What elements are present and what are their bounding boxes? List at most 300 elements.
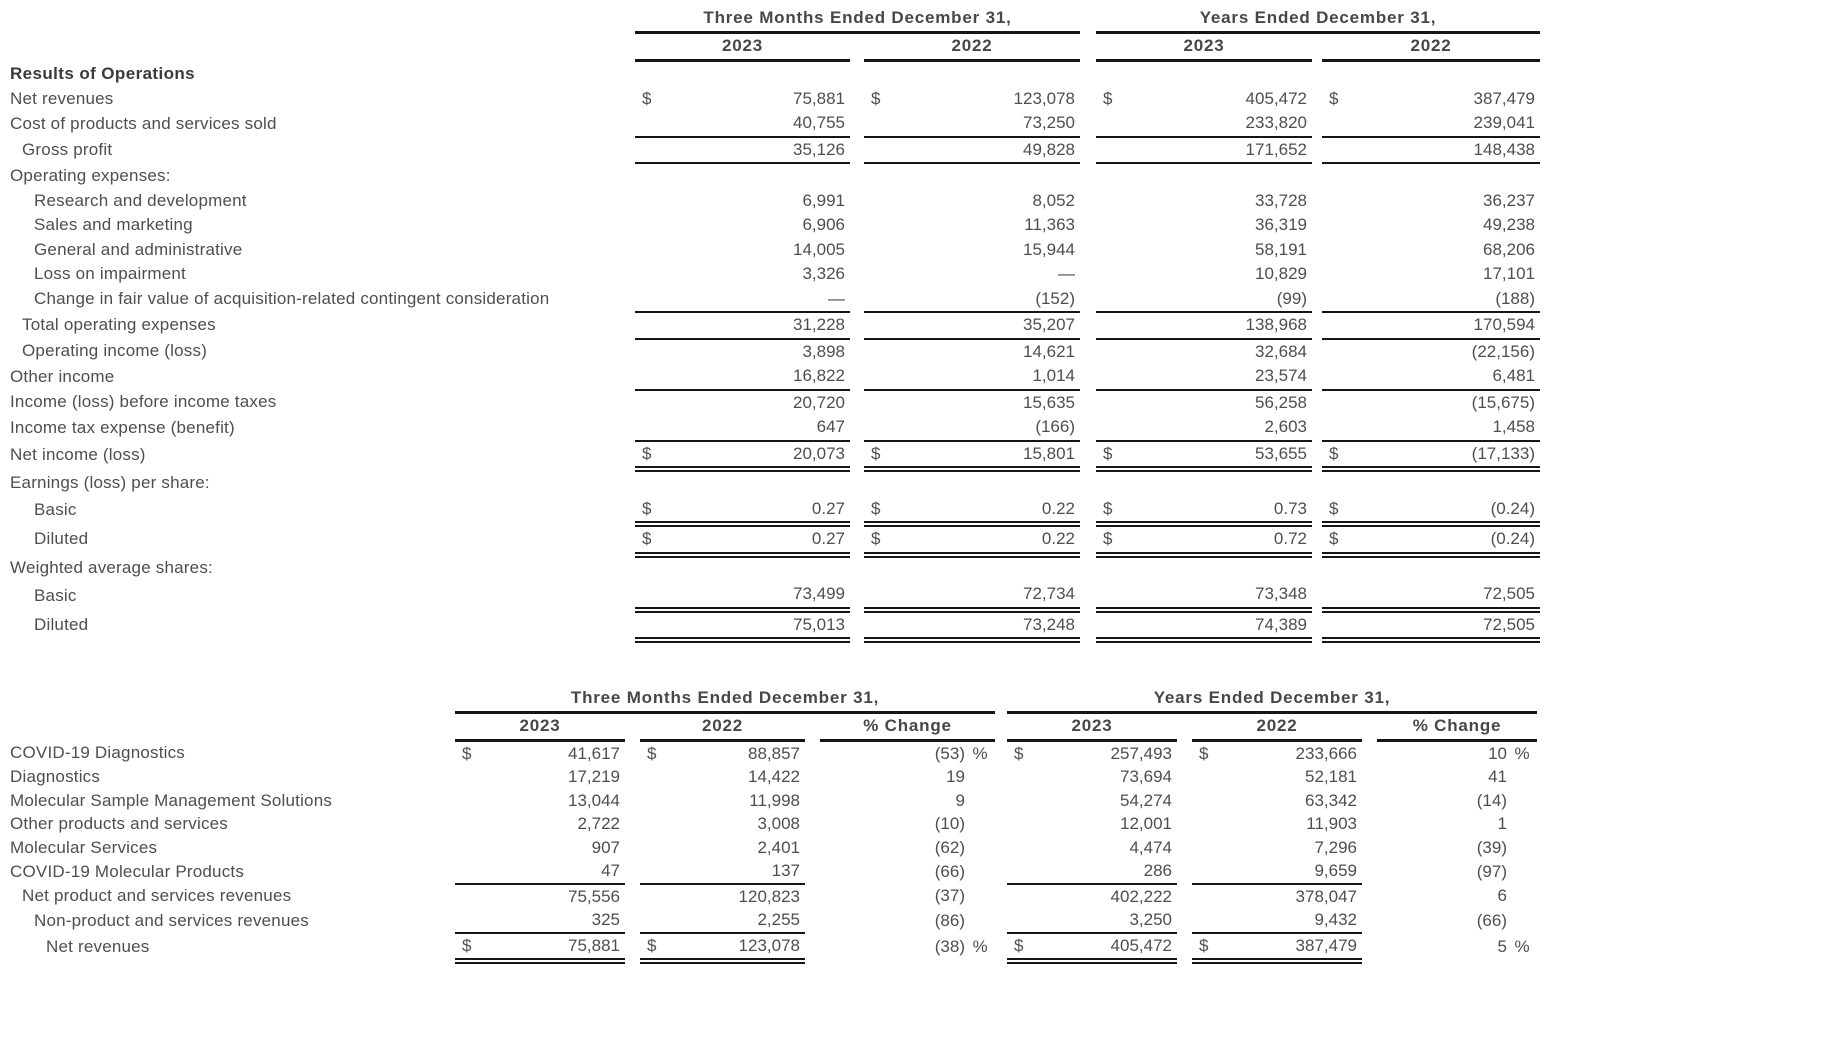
money-cell — [455, 766, 625, 790]
row-label: Research and development — [34, 190, 247, 210]
money-cell — [640, 766, 805, 790]
money-cell — [1096, 312, 1312, 339]
money-cell — [1322, 390, 1540, 416]
money-cell — [635, 524, 850, 555]
money-cell — [864, 469, 1080, 497]
table-row — [10, 163, 1540, 189]
currency-symbol: $ — [1329, 443, 1339, 463]
cell-value: 647 — [816, 417, 845, 437]
cell-value: 73,348 — [1255, 584, 1307, 604]
money-cell — [635, 312, 850, 339]
cell-value: 15,801 — [1023, 443, 1075, 463]
cell-value: 68,206 — [1483, 239, 1535, 259]
row-label: COVID-19 Molecular Products — [10, 861, 245, 881]
cell-value: 1 — [1497, 814, 1507, 834]
percent-change-cell — [1377, 741, 1537, 766]
column-year-label: 2023 — [455, 713, 625, 741]
money-cell — [864, 497, 1080, 525]
cell-value: 286 — [1143, 861, 1172, 881]
cell-value: (14) — [1476, 790, 1507, 810]
money-cell — [864, 213, 1080, 238]
currency-symbol: $ — [871, 88, 881, 108]
cell-value: 0.27 — [811, 498, 845, 518]
table-row — [10, 813, 1537, 837]
table-row — [10, 390, 1540, 416]
table-row — [10, 469, 1540, 497]
money-cell — [864, 364, 1080, 390]
row-label: Net revenues — [10, 88, 114, 108]
cell-value: 10,829 — [1255, 264, 1307, 284]
currency-symbol: $ — [642, 498, 652, 518]
table-row — [10, 524, 1540, 555]
percent-symbol: % — [1514, 936, 1530, 956]
cell-value: 137 — [771, 861, 800, 881]
money-cell — [1322, 87, 1540, 112]
cell-value: 13,044 — [568, 790, 620, 810]
money-cell — [455, 860, 625, 885]
cell-value: 387,479 — [1295, 935, 1357, 955]
money-cell — [635, 364, 850, 390]
row-label: Operating expenses: — [10, 165, 171, 185]
column-year-label: % Change — [1377, 713, 1537, 741]
row-label: COVID-19 Diagnostics — [10, 743, 186, 762]
money-cell — [1096, 469, 1312, 497]
column-year-label: 2022 — [1322, 33, 1540, 61]
cell-value: 3,008 — [757, 814, 800, 834]
money-cell — [635, 163, 850, 189]
cell-value: (37) — [934, 886, 965, 906]
money-cell — [640, 884, 805, 909]
money-cell — [635, 262, 850, 287]
cell-value: 88,857 — [748, 743, 800, 763]
money-cell — [1322, 287, 1540, 313]
currency-symbol: $ — [1199, 935, 1209, 955]
money-cell — [864, 524, 1080, 555]
row-label: Molecular Services — [10, 837, 158, 857]
table-row — [10, 415, 1540, 441]
cell-value: 31,228 — [793, 315, 845, 335]
money-cell — [1322, 524, 1540, 555]
cell-value: (66) — [934, 861, 965, 881]
money-cell — [1096, 238, 1312, 263]
percent-change-cell — [820, 933, 995, 961]
cell-value: 72,505 — [1483, 614, 1535, 634]
money-cell — [635, 87, 850, 112]
column-group-header-row — [10, 688, 1537, 713]
cell-value: 387,479 — [1473, 88, 1535, 108]
cell-value: 0.22 — [1041, 498, 1075, 518]
cell-value: 75,013 — [793, 614, 845, 634]
money-cell — [1322, 189, 1540, 214]
money-cell — [1096, 189, 1312, 214]
money-cell — [1096, 137, 1312, 164]
table-row — [10, 61, 1540, 87]
money-cell — [864, 610, 1080, 641]
money-cell — [640, 933, 805, 961]
currency-symbol: $ — [1014, 935, 1024, 955]
currency-symbol: $ — [642, 88, 652, 108]
cell-value: (99) — [1276, 288, 1307, 308]
table-row — [10, 884, 1537, 909]
table-row — [10, 238, 1540, 263]
money-cell — [1096, 364, 1312, 390]
cell-value: 2,722 — [577, 814, 620, 834]
percent-change-cell — [1377, 884, 1537, 909]
row-label: Other income — [10, 366, 115, 386]
row-label: Cost of products and services sold — [10, 113, 277, 133]
currency-symbol: $ — [1103, 498, 1113, 518]
currency-symbol: $ — [642, 443, 652, 463]
currency-symbol: $ — [871, 498, 881, 518]
row-label: Basic — [34, 500, 77, 520]
cell-value: 325 — [591, 910, 620, 930]
table-row — [10, 497, 1540, 525]
currency-symbol: $ — [1199, 743, 1209, 763]
money-cell — [1322, 364, 1540, 390]
row-label: Loss on impairment — [34, 264, 186, 284]
money-cell — [1192, 766, 1362, 790]
percent-change-cell — [1377, 860, 1537, 885]
cell-value: 73,250 — [1023, 113, 1075, 133]
money-cell — [864, 415, 1080, 441]
money-cell — [1322, 610, 1540, 641]
cell-value: (10) — [934, 814, 965, 834]
money-cell — [635, 137, 850, 164]
cell-value: 0.22 — [1041, 529, 1075, 549]
money-cell — [635, 497, 850, 525]
money-cell — [1007, 933, 1177, 961]
money-cell — [1007, 884, 1177, 909]
money-cell — [635, 287, 850, 313]
cell-value: 63,342 — [1305, 790, 1357, 810]
row-label: Molecular Sample Management Solutions — [10, 790, 333, 810]
cell-value: 120,823 — [738, 886, 800, 906]
money-cell — [864, 339, 1080, 365]
cell-value: 10 — [1488, 743, 1507, 763]
percent-change-cell — [820, 741, 995, 766]
money-cell — [1322, 213, 1540, 238]
cell-value: 405,472 — [1245, 88, 1307, 108]
cell-value: 0.73 — [1273, 498, 1307, 518]
table-row — [10, 860, 1537, 885]
cell-value: 138,968 — [1245, 315, 1307, 335]
column-group-label: Years Ended December 31, — [1096, 8, 1540, 33]
table-row — [10, 364, 1540, 390]
cell-value: 1,014 — [1032, 366, 1075, 386]
currency-symbol: $ — [462, 935, 472, 955]
money-cell — [864, 163, 1080, 189]
currency-symbol: $ — [1329, 88, 1339, 108]
money-cell — [455, 933, 625, 961]
cell-value: 6,991 — [802, 190, 845, 210]
revenue-by-product-table — [10, 688, 1537, 964]
cell-value: 75,881 — [568, 935, 620, 955]
cell-value: (15,675) — [1471, 392, 1535, 412]
money-cell — [1322, 582, 1540, 610]
cell-value: 58,191 — [1255, 239, 1307, 259]
money-cell — [1192, 884, 1362, 909]
money-cell — [455, 741, 625, 766]
cell-value: 74,389 — [1255, 614, 1307, 634]
cell-value: 35,207 — [1023, 315, 1075, 335]
cell-value: 35,126 — [793, 139, 845, 159]
cell-value: 402,222 — [1110, 886, 1172, 906]
cell-value: 8,052 — [1032, 190, 1075, 210]
money-cell — [1192, 909, 1362, 934]
money-cell — [1007, 836, 1177, 860]
money-cell — [864, 61, 1080, 87]
money-cell — [864, 137, 1080, 164]
money-cell — [635, 339, 850, 365]
money-cell — [1322, 61, 1540, 87]
row-label: Operating income (loss) — [22, 341, 208, 361]
cell-value: 6,481 — [1492, 366, 1535, 386]
money-cell — [864, 555, 1080, 583]
column-year-label: 2023 — [1096, 33, 1312, 61]
row-label: Gross profit — [22, 139, 113, 159]
money-cell — [640, 813, 805, 837]
money-cell — [635, 390, 850, 416]
money-cell — [455, 789, 625, 813]
money-cell — [864, 189, 1080, 214]
money-cell — [864, 87, 1080, 112]
column-group-header-row — [10, 8, 1540, 33]
table-row — [10, 766, 1537, 790]
cell-value: 11,998 — [749, 790, 800, 810]
money-cell — [455, 813, 625, 837]
cell-value: 73,499 — [793, 584, 845, 604]
currency-symbol: $ — [871, 529, 881, 549]
percent-change-cell — [1377, 909, 1537, 934]
currency-symbol: $ — [647, 935, 657, 955]
cell-value: (166) — [1035, 417, 1075, 437]
cell-value: 75,556 — [568, 886, 620, 906]
money-cell — [864, 287, 1080, 313]
row-label: Income (loss) before income taxes — [10, 392, 277, 412]
column-year-label: 2023 — [635, 33, 850, 61]
money-cell — [635, 189, 850, 214]
currency-symbol: $ — [1014, 743, 1024, 763]
cell-value: (0.24) — [1490, 529, 1535, 549]
money-cell — [1096, 287, 1312, 313]
cell-value: 36,237 — [1483, 190, 1535, 210]
table-row — [10, 312, 1540, 339]
cell-value: 17,101 — [1483, 264, 1535, 284]
section-heading: Results of Operations — [10, 63, 196, 83]
cell-value: 23,574 — [1255, 366, 1307, 386]
percent-change-cell — [820, 836, 995, 860]
cell-value: 2,401 — [757, 837, 800, 857]
cell-value: 41,617 — [568, 743, 620, 763]
money-cell — [1322, 312, 1540, 339]
cell-value: 170,594 — [1473, 315, 1535, 335]
money-cell — [1192, 813, 1362, 837]
row-label: Basic — [34, 585, 77, 605]
money-cell — [1096, 610, 1312, 641]
cell-value: 33,728 — [1255, 190, 1307, 210]
column-year-label: 2022 — [864, 33, 1080, 61]
money-cell — [1192, 860, 1362, 885]
money-cell — [1007, 860, 1177, 885]
percent-change-cell — [820, 766, 995, 790]
cell-value: 41 — [1488, 767, 1507, 787]
money-cell — [635, 441, 850, 470]
money-cell — [635, 555, 850, 583]
money-cell — [864, 238, 1080, 263]
cell-value: 0.72 — [1273, 529, 1307, 549]
cell-value: (97) — [1476, 861, 1507, 881]
cell-value: 20,720 — [793, 392, 845, 412]
currency-symbol: $ — [871, 443, 881, 463]
money-cell — [455, 909, 625, 934]
cell-value: 56,258 — [1255, 392, 1307, 412]
column-group-label: Years Ended December 31, — [1007, 688, 1537, 713]
column-year-header-row — [10, 33, 1540, 61]
cell-value: (53) — [934, 743, 965, 763]
money-cell — [1192, 836, 1362, 860]
money-cell — [1322, 497, 1540, 525]
percent-symbol: % — [972, 936, 988, 956]
cell-value: 47 — [601, 861, 620, 881]
cell-value: (38) — [934, 936, 965, 956]
percent-change-cell — [820, 813, 995, 837]
percent-change-cell — [820, 860, 995, 885]
currency-symbol: $ — [647, 743, 657, 763]
cell-value: 19 — [946, 767, 965, 787]
money-cell — [864, 111, 1080, 137]
percent-change-cell — [1377, 836, 1537, 860]
cell-value: 15,635 — [1023, 392, 1075, 412]
table-row — [10, 189, 1540, 214]
cell-value: (17,133) — [1471, 443, 1535, 463]
cell-value: 20,073 — [793, 443, 845, 463]
results-of-operations-table — [10, 8, 1540, 643]
row-label: Income tax expense (benefit) — [10, 417, 235, 437]
currency-symbol: $ — [1329, 498, 1339, 518]
table-row — [10, 933, 1537, 961]
money-cell — [455, 836, 625, 860]
money-cell — [1096, 111, 1312, 137]
cell-value: 123,078 — [1013, 88, 1075, 108]
money-cell — [1322, 137, 1540, 164]
cell-value: 4,474 — [1129, 837, 1172, 857]
currency-symbol: $ — [462, 743, 472, 763]
cell-value: 1,458 — [1492, 417, 1535, 437]
money-cell — [635, 238, 850, 263]
money-cell — [1322, 163, 1540, 189]
cell-value: 11,363 — [1024, 215, 1075, 235]
money-cell — [864, 390, 1080, 416]
money-cell — [1007, 789, 1177, 813]
money-cell — [1096, 497, 1312, 525]
row-label: Net revenues — [46, 936, 150, 956]
money-cell — [1322, 469, 1540, 497]
cell-value: 233,820 — [1245, 113, 1307, 133]
money-cell — [1096, 61, 1312, 87]
money-cell — [864, 582, 1080, 610]
table-row — [10, 909, 1537, 934]
table-row — [10, 610, 1540, 641]
cell-value: 73,248 — [1023, 614, 1075, 634]
cell-value: 2,255 — [757, 910, 800, 930]
row-label: Net product and services revenues — [22, 886, 292, 906]
cell-value: 233,666 — [1295, 743, 1357, 763]
row-label: Diluted — [34, 529, 89, 549]
row-label: Diagnostics — [10, 767, 101, 787]
currency-symbol: $ — [1329, 529, 1339, 549]
table-row — [10, 287, 1540, 313]
cell-value: 17,219 — [568, 767, 620, 787]
row-label: Other products and services — [10, 814, 228, 834]
cell-value: 378,047 — [1295, 886, 1357, 906]
table-row — [10, 213, 1540, 238]
money-cell — [1007, 766, 1177, 790]
cell-value: 171,652 — [1245, 139, 1307, 159]
money-cell — [1096, 87, 1312, 112]
money-cell — [635, 415, 850, 441]
table-row — [10, 87, 1540, 112]
cell-value: 257,493 — [1110, 743, 1172, 763]
cell-value: 14,005 — [793, 239, 845, 259]
cell-value: 14,422 — [748, 767, 800, 787]
cell-value: — — [1058, 264, 1075, 284]
row-label: Sales and marketing — [34, 215, 193, 235]
cell-value: 6 — [1497, 886, 1507, 906]
money-cell — [640, 860, 805, 885]
cell-value: 36,319 — [1255, 215, 1307, 235]
money-cell — [1192, 741, 1362, 766]
money-cell — [1096, 582, 1312, 610]
cell-value: 16,822 — [793, 366, 845, 386]
currency-symbol: $ — [1103, 88, 1113, 108]
cell-value: 9 — [955, 790, 965, 810]
currency-symbol: $ — [642, 529, 652, 549]
money-cell — [640, 789, 805, 813]
cell-value: 9,659 — [1314, 861, 1357, 881]
cell-value: 53,655 — [1255, 443, 1307, 463]
cell-value: 15,944 — [1023, 239, 1075, 259]
cell-value: (86) — [934, 910, 965, 930]
cell-value: 907 — [591, 837, 620, 857]
money-cell — [1322, 262, 1540, 287]
table-row — [10, 741, 1537, 766]
column-year-label: 2022 — [640, 713, 805, 741]
money-cell — [640, 741, 805, 766]
cell-value: (22,156) — [1471, 341, 1535, 361]
cell-value: (66) — [1476, 910, 1507, 930]
cell-value: 49,238 — [1483, 215, 1535, 235]
row-label: Net income (loss) — [10, 444, 146, 464]
money-cell — [1322, 441, 1540, 470]
money-cell — [635, 61, 850, 87]
money-cell — [455, 884, 625, 909]
percent-change-cell — [1377, 813, 1537, 837]
column-year-label: 2023 — [1007, 713, 1177, 741]
cell-value: 3,898 — [802, 341, 845, 361]
table-row — [10, 262, 1540, 287]
column-year-header-row — [10, 713, 1537, 741]
money-cell — [1096, 339, 1312, 365]
cell-value: 12,001 — [1120, 814, 1172, 834]
money-cell — [635, 213, 850, 238]
percent-symbol: % — [1514, 743, 1530, 763]
column-year-label: % Change — [820, 713, 995, 741]
cell-value: 7,296 — [1314, 837, 1357, 857]
money-cell — [640, 836, 805, 860]
cell-value: (39) — [1476, 837, 1507, 857]
cell-value: 3,250 — [1129, 910, 1172, 930]
column-group-label: Three Months Ended December 31, — [455, 688, 995, 713]
